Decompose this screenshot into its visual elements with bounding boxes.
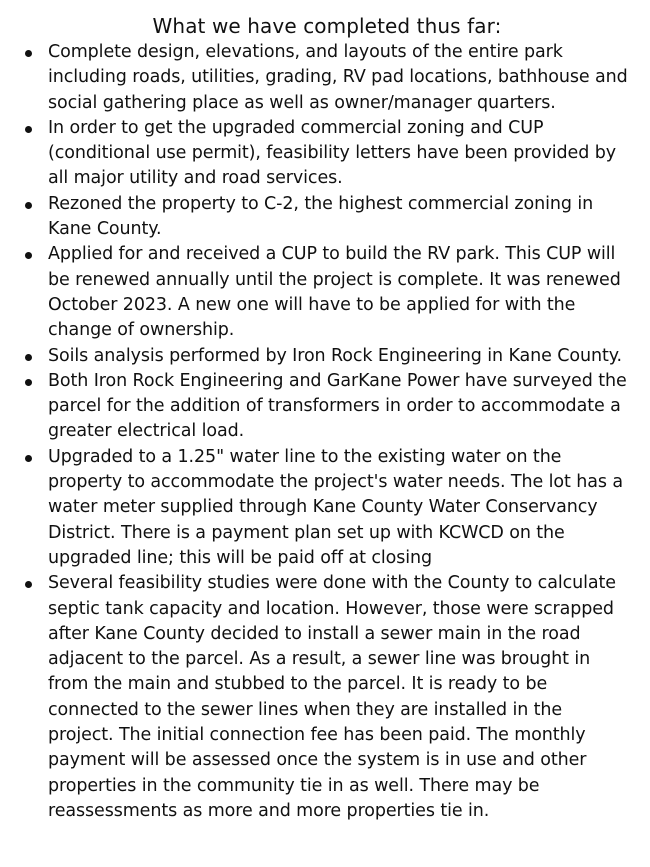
bullet-icon xyxy=(25,50,32,57)
bullet-icon xyxy=(25,455,32,462)
bullet-icon xyxy=(25,581,32,588)
list-item xyxy=(22,344,632,369)
list-item xyxy=(22,369,632,445)
list-item-text: Both Iron Rock Engineering and GarKane Power have surveyed the parcel for the addition of transformers in order to accommodate a greater electrical load. xyxy=(48,370,627,442)
completed-items-list xyxy=(22,40,632,824)
list-item xyxy=(22,242,632,343)
list-item-text: Rezoned the property to C-2, the highest commercial zoning in Kane County. xyxy=(48,193,594,240)
list-item xyxy=(22,571,632,824)
list-item-text: Complete design, elevations, and layouts of the entire park including roads, utilities, grading, RV pad locations, bathhouse and social gathering place as well as owner/manager quarters. xyxy=(48,42,628,113)
bullet-icon xyxy=(25,126,32,133)
list-item-text: Applied for and received a CUP to build the RV park. This CUP will be renewed annually until the project is complete. It was renewed October 2023. A new one will have to be applied for with the change of ownership. xyxy=(48,244,621,341)
bullet-icon xyxy=(25,379,32,386)
list-item xyxy=(22,116,632,192)
list-item-text: Upgraded to a 1.25" water line to the existing water on the property to accommodate the project's water needs. The lot has a water meter supplied through Kane County Water Conservancy District. There is a payment plan set up with KCWCD on the upgraded line; this will be paid off at closing xyxy=(48,446,623,568)
bullet-icon xyxy=(25,252,32,259)
list-item-text: Soils analysis performed by Iron Rock Engineering in Kane County. xyxy=(48,345,622,366)
page-title: What we have completed thus far: xyxy=(152,14,502,38)
list-item-text: Several feasibility studies were done with the County to calculate septic tank capacity and location. However, those were scrapped after Kane County decided to install a sewer main in the road adjacent to the parcel. As a result, a sewer line was brought in from the main and stubbed to the parcel. It is ready to be connected to the sewer lines when they are installed in the project. The initial connection fee has been paid. The monthly payment will be assessed once the system is in use and other properties in the community tie in as well. There may be reassessments as more and more properties tie in. xyxy=(48,573,616,821)
list-item xyxy=(22,40,632,116)
list-item xyxy=(22,445,632,571)
bullet-icon xyxy=(25,354,32,361)
list-item xyxy=(22,192,632,243)
list-item-text: In order to get the upgraded commercial zoning and CUP (conditional use permit), feasibility letters have been provided by all major utility and road services. xyxy=(48,117,616,189)
bullet-icon xyxy=(25,202,32,209)
